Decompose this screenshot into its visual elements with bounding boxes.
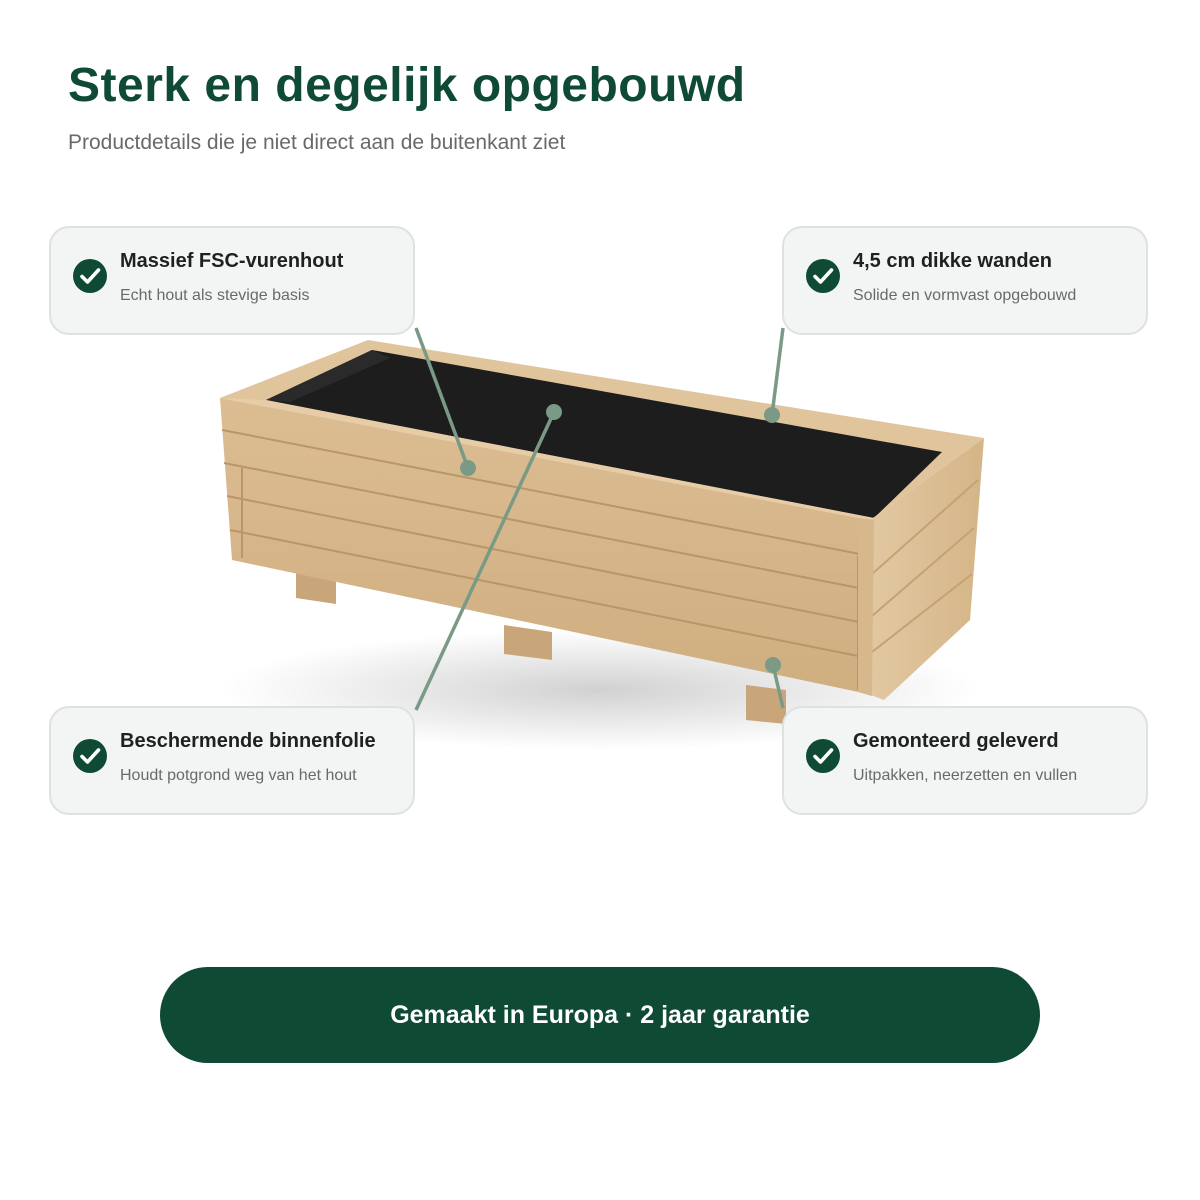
feature-description: Uitpakken, neerzetten en vullen [853,767,1078,784]
feature-title: Gemonteerd geleverd [853,730,1059,752]
feature-card-walls [782,226,1148,335]
guarantee-banner-text: Gemaakt in Europa · 2 jaar garantie [390,1000,810,1029]
page-subtitle: Productdetails die je niet direct aan de buitenkant ziet [68,131,566,154]
check-circle-icon [805,738,841,774]
page-title: Sterk en degelijk opgebouwd [68,59,746,112]
feature-title: Massief FSC-vurenhout [120,250,344,272]
check-circle-icon [72,258,108,294]
feature-card-assembled [782,706,1148,815]
feature-title: 4,5 cm dikke wanden [853,250,1052,272]
feature-title: Beschermende binnenfolie [120,730,376,752]
feature-description: Solide en vormvast opgebouwd [853,287,1077,304]
feature-card-wood [49,226,415,335]
feature-description: Houdt potgrond weg van het hout [120,767,357,784]
feature-card-liner [49,706,415,815]
guarantee-banner [160,967,1040,1063]
check-circle-icon [72,738,108,774]
check-circle-icon [805,258,841,294]
feature-description: Echt hout als stevige basis [120,287,310,304]
